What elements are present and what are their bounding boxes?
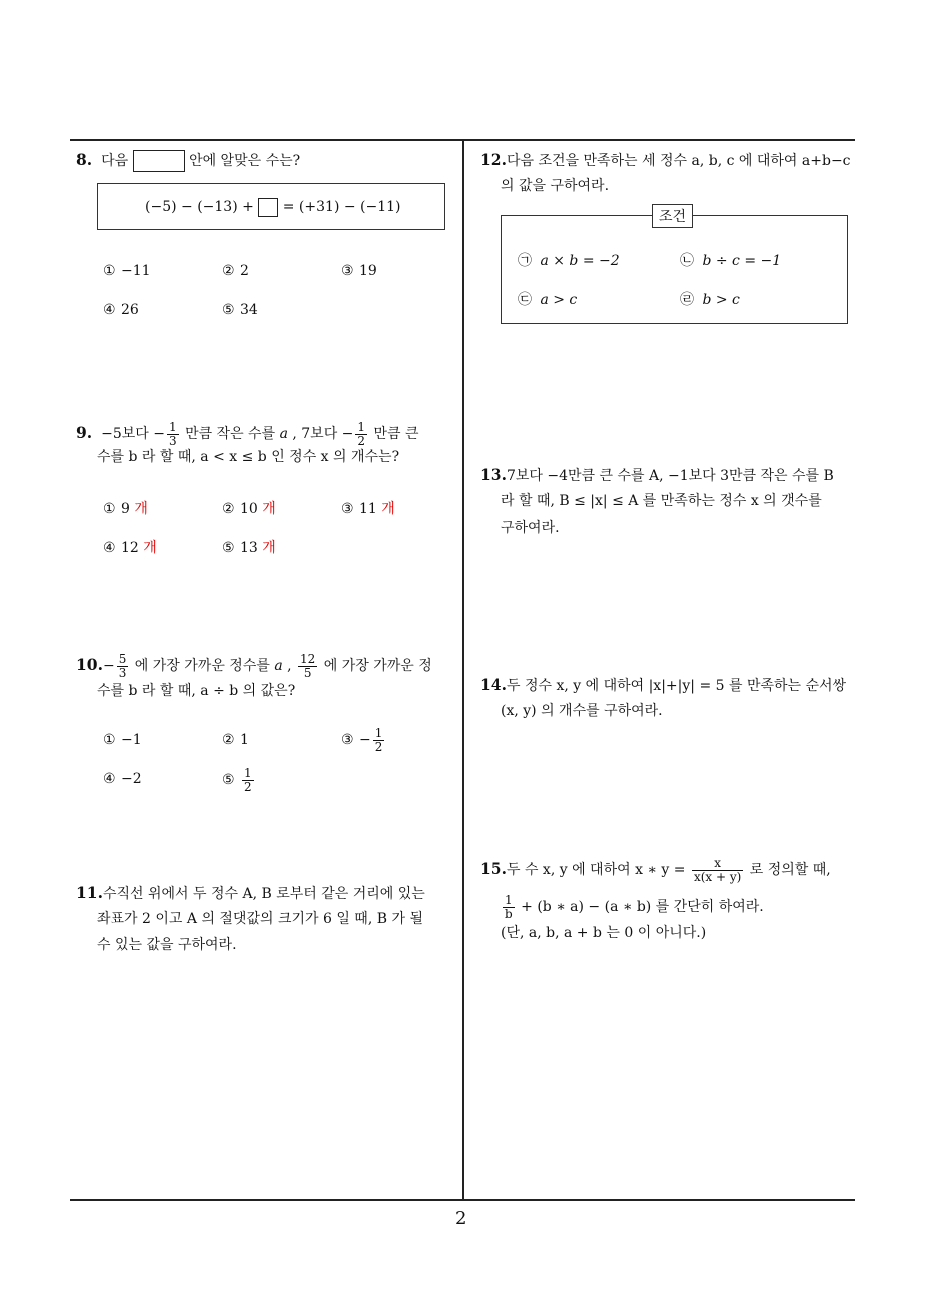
q13-stem-line3: 구하여라. [501, 520, 560, 536]
q9-stem-line1: 9. −5보다 − $\frac{1}{3}$ 만큼 작은 수를 a , 7보다 − $\frac{1}{2}$ 만큼 큰 [76, 419, 419, 448]
q9-choice-5[interactable]: ⑤ 13 개 [222, 540, 276, 556]
q12-stem-line1: 12.다음 조건을 만족하는 세 정수 a, b, c 에 대하여 a+b−c [480, 150, 851, 169]
q9-choice-2[interactable]: ② 10 개 [222, 501, 276, 517]
column-divider [462, 139, 464, 1201]
fraction: $\frac{12}{5}$ [300, 651, 316, 680]
q14-stem-line1: 14.두 정수 x, y 에 대하여 |x|+|y| = 5 를 만족하는 순서쌍 [480, 675, 847, 694]
q12-number: 12. [480, 150, 507, 169]
fraction: $\frac{5}{3}$ [118, 651, 127, 680]
q8-choice-4[interactable]: ④ 26 [103, 302, 139, 318]
q9-number: 9. [76, 423, 93, 442]
fraction: $\frac{x}{x(x + y)}$ [693, 855, 742, 884]
q8-number: 8. [76, 150, 93, 169]
q15-stem-line1: 15.두 수 x, y 에 대하여 x ∗ y = $\frac{x}{x(x + y)}$ 로 정의할 때, [480, 855, 831, 884]
q13-number: 13. [480, 465, 507, 484]
q11-stem-line2: 좌표가 2 이고 A 의 절댓값의 크기가 6 일 때, B 가 될 [97, 911, 423, 927]
q10-choice-2[interactable]: ② 1 [222, 732, 249, 748]
q11-number: 11. [76, 883, 103, 902]
page-number: 2 [455, 1208, 467, 1229]
q8-choice-5[interactable]: ⑤ 34 [222, 302, 258, 318]
q9-choice-3[interactable]: ③ 11 개 [341, 501, 395, 517]
bottom-rule [70, 1199, 855, 1201]
q9-choice-4[interactable]: ④ 12 개 [103, 540, 157, 556]
q8-stem: 8. 다음 안에 알맞은 수는? [76, 150, 300, 172]
q8-equation: (−5) − (−13) + = (+31) − (−11) [145, 199, 401, 215]
q9-stem-line2: 수를 b 라 할 때, a < x ≤ b 인 정수 x 의 개수는? [97, 449, 400, 465]
q10-choice-3[interactable]: ③ − $\frac{1}{2}$ [341, 725, 383, 754]
q9-choice-1[interactable]: ① 9 개 [103, 501, 148, 517]
q11-stem-line1: 11.수직선 위에서 두 정수 A, B 로부터 같은 거리에 있는 [76, 883, 425, 902]
q12-stem-line2: 의 값을 구하여라. [501, 178, 610, 194]
q14-stem-line2: (x, y) 의 개수를 구하여라. [501, 703, 663, 719]
q11-stem-line3: 수 있는 값을 구하여라. [97, 937, 237, 953]
q13-stem-line2: 라 할 때, B ≤ |x| ≤ A 를 만족하는 정수 x 의 갯수를 [501, 493, 822, 509]
q14-number: 14. [480, 675, 507, 694]
fraction: $\frac{1}{b}$ [505, 892, 513, 921]
q10-stem-line2: 수를 b 라 할 때, a ÷ b 의 값은? [97, 683, 296, 699]
q12-condition-4: ㉣ b > c [680, 292, 740, 308]
q8-choice-2[interactable]: ② 2 [222, 263, 249, 279]
q13-stem-line1: 13.7보다 −4만큼 큰 수를 A, −1보다 3만큼 작은 수를 B [480, 465, 834, 484]
answer-blank [133, 150, 185, 172]
q12-condition-1: ㉠ a × b = −2 [518, 253, 620, 269]
q15-stem-line2: $\frac{1}{b}$ + (b ∗ a) − (a ∗ b) 를 간단히 하여라. [505, 892, 764, 921]
q15-stem-line3: (단, a, b, a + b 는 0 이 아니다.) [501, 925, 707, 941]
q10-choice-5[interactable]: ⑤ $\frac{1}{2}$ [222, 765, 252, 794]
fraction: $\frac{1}{2}$ [357, 419, 366, 448]
q12-condition-3: ㉢ a > c [518, 292, 578, 308]
q10-stem-line1: 10.− $\frac{5}{3}$ 에 가장 가까운 정수를 a , $\frac{12}{5}$ 에 가장 가까운 정 [76, 651, 432, 680]
q12-condition-2: ㉡ b ÷ c = −1 [680, 253, 782, 269]
q15-number: 15. [480, 859, 507, 878]
fraction: $\frac{1}{3}$ [168, 419, 177, 448]
q8-choice-1[interactable]: ① −11 [103, 263, 151, 279]
q8-choice-3[interactable]: ③ 19 [341, 263, 377, 279]
q10-number: 10. [76, 655, 103, 674]
q10-choice-1[interactable]: ① −1 [103, 732, 142, 748]
equation-blank [258, 198, 278, 217]
q10-choice-4[interactable]: ④ −2 [103, 771, 142, 787]
q12-condition-title: 조건 [652, 204, 693, 228]
